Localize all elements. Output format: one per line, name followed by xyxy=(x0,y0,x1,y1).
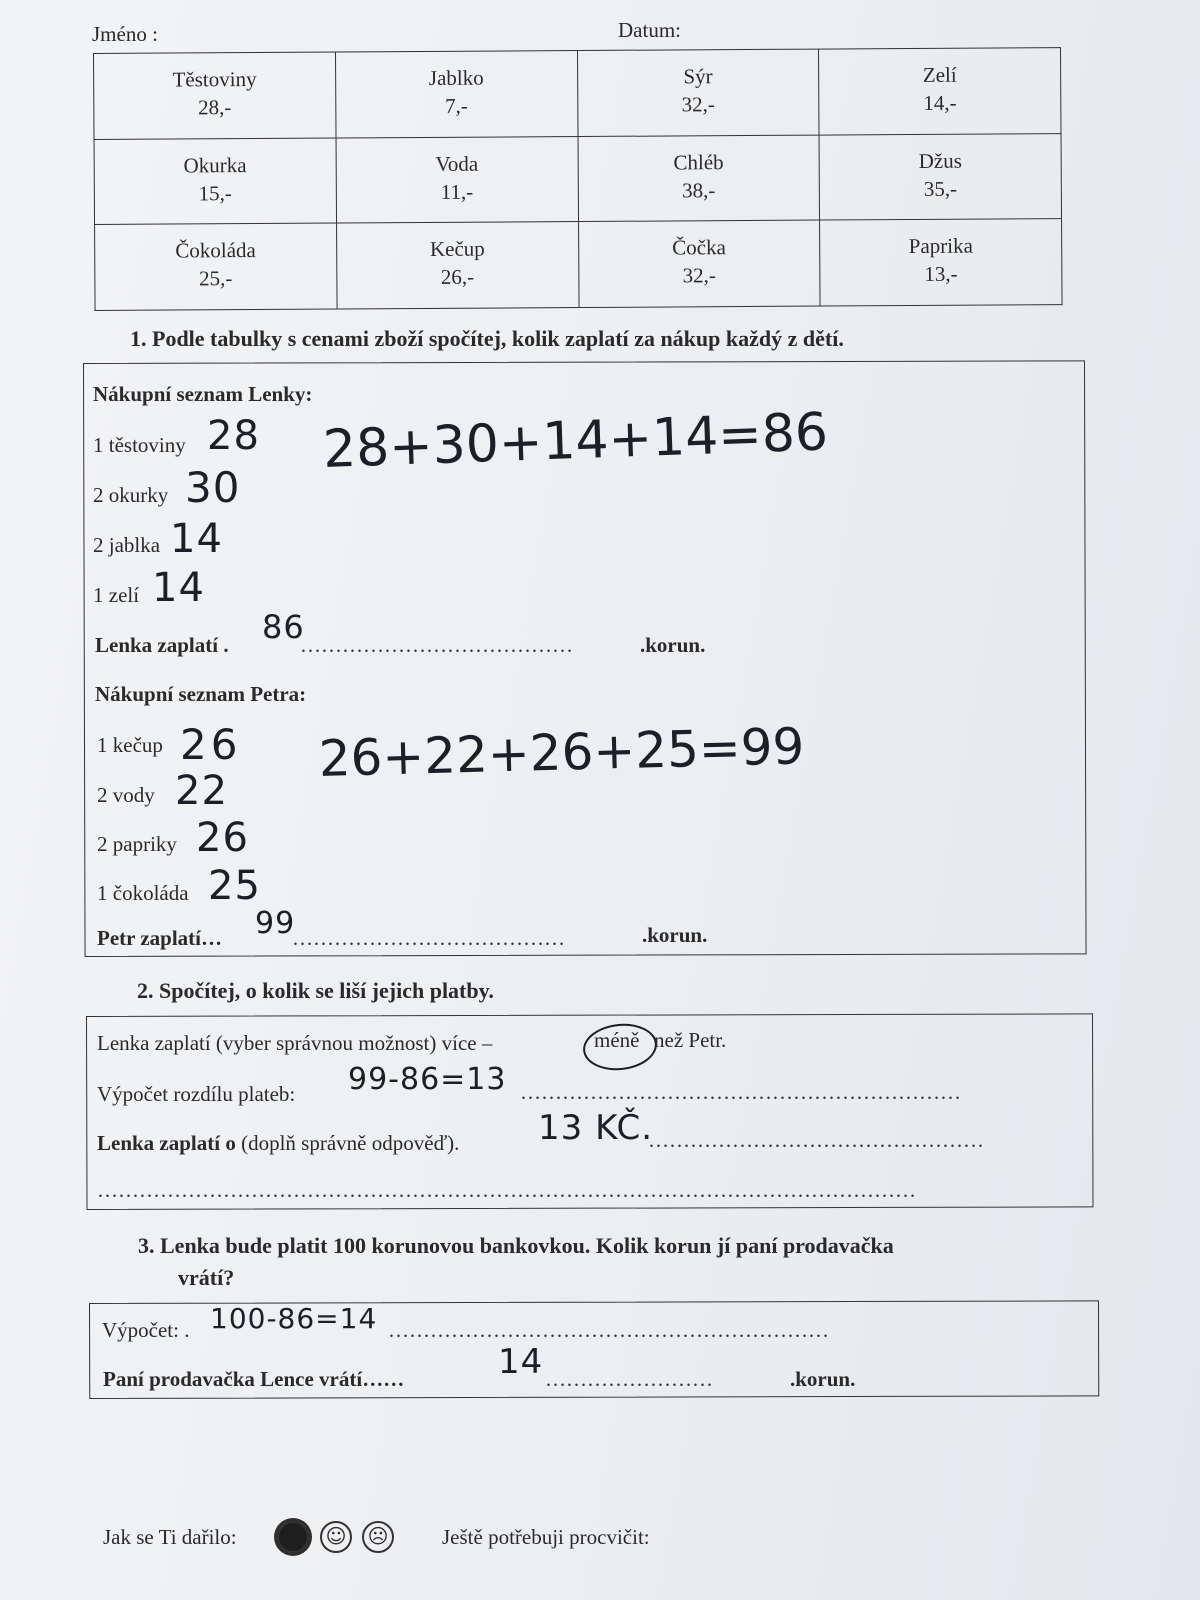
petr-pays-dots: ………………………………… xyxy=(292,926,565,950)
task3-title-line1: 3. Lenka bude platit 100 korunovou bankovkou. Kolik korun jí paní prodavačka xyxy=(138,1233,894,1258)
product-price: 38,- xyxy=(682,177,716,203)
name-label: Jméno : xyxy=(92,22,158,46)
task1-title: 1. Podle tabulky s cenami zboží spočítej, kolik zaplatí za nákup každý z dětí. xyxy=(130,326,844,351)
product-price: 25,- xyxy=(199,266,233,291)
product-price: 32,- xyxy=(682,263,716,288)
petr-calculation: 26+22+26+25=99 xyxy=(318,717,806,788)
product-name: Zelí xyxy=(922,62,957,87)
task2-title: 2. Spočítej, o kolik se liší jejich platby. xyxy=(137,978,494,1003)
task3-title-line2: vrátí? xyxy=(178,1265,235,1290)
price-cell xyxy=(336,222,578,309)
return-suffix: .korun. xyxy=(790,1367,856,1391)
practice-label: Ještě potřebuji procvičit: xyxy=(442,1525,650,1549)
calc-label: Výpočet: . xyxy=(102,1318,190,1342)
petr-item-answer: 22 xyxy=(175,768,228,814)
choice-prefix: Lenka zaplatí (vyber správnou možnost) více – xyxy=(97,1031,493,1055)
lenka-item-label: 1 zelí xyxy=(93,583,140,607)
lenka-item-label: 2 jablka xyxy=(93,533,161,557)
lenka-pays-label: Lenka zaplatí . xyxy=(95,633,229,657)
product-name: Voda xyxy=(435,151,479,176)
lenka-calculation: 28+30+14+14=86 xyxy=(322,402,829,480)
product-price: 32,- xyxy=(681,92,715,117)
choice-suffix: než Petr. xyxy=(654,1028,727,1052)
price-cell xyxy=(820,219,1062,306)
product-name: Čočka xyxy=(672,235,726,260)
petr-item-label: 2 papriky xyxy=(97,832,177,856)
lenka-item-label: 1 těstoviny xyxy=(93,433,186,457)
diff-answer: 99-86=13 xyxy=(348,1062,507,1097)
price-cell xyxy=(94,52,336,139)
return-dots: …………………… xyxy=(545,1367,713,1391)
petr-list-heading: Nákupní seznam Petra: xyxy=(95,682,307,706)
product-name: Čokoláda xyxy=(175,238,256,263)
result-label xyxy=(97,1131,459,1156)
product-name: Chléb xyxy=(673,149,724,175)
product-name: Jablko xyxy=(428,65,484,90)
product-price: 15,- xyxy=(198,180,232,206)
petr-pays-suffix: .korun. xyxy=(642,923,708,947)
product-price: 13,- xyxy=(924,262,958,287)
product-price: 7,- xyxy=(445,93,468,118)
lenka-list-heading: Nákupní seznam Lenky: xyxy=(93,382,313,406)
product-name: Kečup xyxy=(429,236,485,262)
lenka-pays-suffix: .korun. xyxy=(640,633,706,657)
result-label-rest: (doplň správně odpověď). xyxy=(235,1131,460,1155)
product-name: Okurka xyxy=(183,152,247,178)
price-table-row xyxy=(94,48,1062,140)
lenka-pays-answer: 86 xyxy=(262,608,305,646)
product-price: 28,- xyxy=(198,95,232,120)
price-cell xyxy=(578,220,820,307)
price-cell xyxy=(819,48,1061,135)
feeling-label: Jak se Ti dařilo: xyxy=(103,1525,237,1549)
price-cell xyxy=(819,133,1061,220)
price-table-row xyxy=(95,219,1063,311)
blank-answer-line: ……………………………………………………………………………………………………… xyxy=(97,1178,916,1202)
price-cell xyxy=(577,49,819,136)
petr-item-label: 2 vody xyxy=(97,783,155,807)
result-answer: 13 KČ. xyxy=(538,1108,654,1148)
product-price: 14,- xyxy=(923,90,957,115)
price-cell xyxy=(336,136,578,223)
price-cell xyxy=(335,51,577,138)
price-cell xyxy=(578,135,820,222)
product-price: 35,- xyxy=(923,176,958,201)
product-price: 26,- xyxy=(440,264,475,290)
choice-selected: méně xyxy=(594,1028,640,1052)
product-name: Těstoviny xyxy=(172,67,257,92)
petr-item-answer: 26 xyxy=(196,815,249,861)
product-name: Džus xyxy=(918,148,962,173)
petr-item-answer: 25 xyxy=(208,863,261,909)
calc-dots: ……………………………………………………… xyxy=(388,1318,829,1342)
price-table-row xyxy=(94,133,1062,225)
sad-face-icon[interactable]: ☹ xyxy=(362,1521,394,1553)
return-label: Paní prodavačka Lence vrátí…… xyxy=(103,1367,405,1391)
price-table xyxy=(93,47,1063,311)
petr-pays-label: Petr zaplatí… xyxy=(97,926,222,950)
petr-item-label: 1 kečup xyxy=(97,733,163,757)
result-dots: ………………………………………… xyxy=(648,1128,984,1152)
return-answer: 14 xyxy=(498,1342,544,1382)
petr-item-label: 1 čokoláda xyxy=(97,881,189,905)
happy-face-icon[interactable]: ☺ xyxy=(277,1521,309,1553)
lenka-item-answer: 14 xyxy=(152,565,205,611)
petr-item-answer: 26 xyxy=(180,720,242,769)
diff-dots: ……………………………………………………… xyxy=(520,1080,961,1104)
price-cell xyxy=(95,223,337,310)
product-name: Sýr xyxy=(683,64,713,89)
price-cell xyxy=(94,138,336,225)
petr-pays-answer: 99 xyxy=(255,906,296,941)
lenka-item-answer: 14 xyxy=(170,516,223,562)
date-label: Datum: xyxy=(618,18,681,42)
diff-label: Výpočet rozdílu plateb: xyxy=(97,1082,296,1106)
lenka-item-label: 2 okurky xyxy=(93,483,169,507)
lenka-pays-dots: ………………………………… xyxy=(300,633,573,657)
lenka-item-answer: 28 xyxy=(207,413,260,459)
result-label-bold: Lenka zaplatí o xyxy=(97,1131,236,1155)
neutral-face-icon[interactable]: ☺ xyxy=(320,1521,352,1553)
calc-answer: 100-86=14 xyxy=(210,1302,378,1335)
product-price: 11,- xyxy=(440,179,474,204)
lenka-item-answer: 30 xyxy=(185,463,241,512)
product-name: Paprika xyxy=(908,233,973,259)
